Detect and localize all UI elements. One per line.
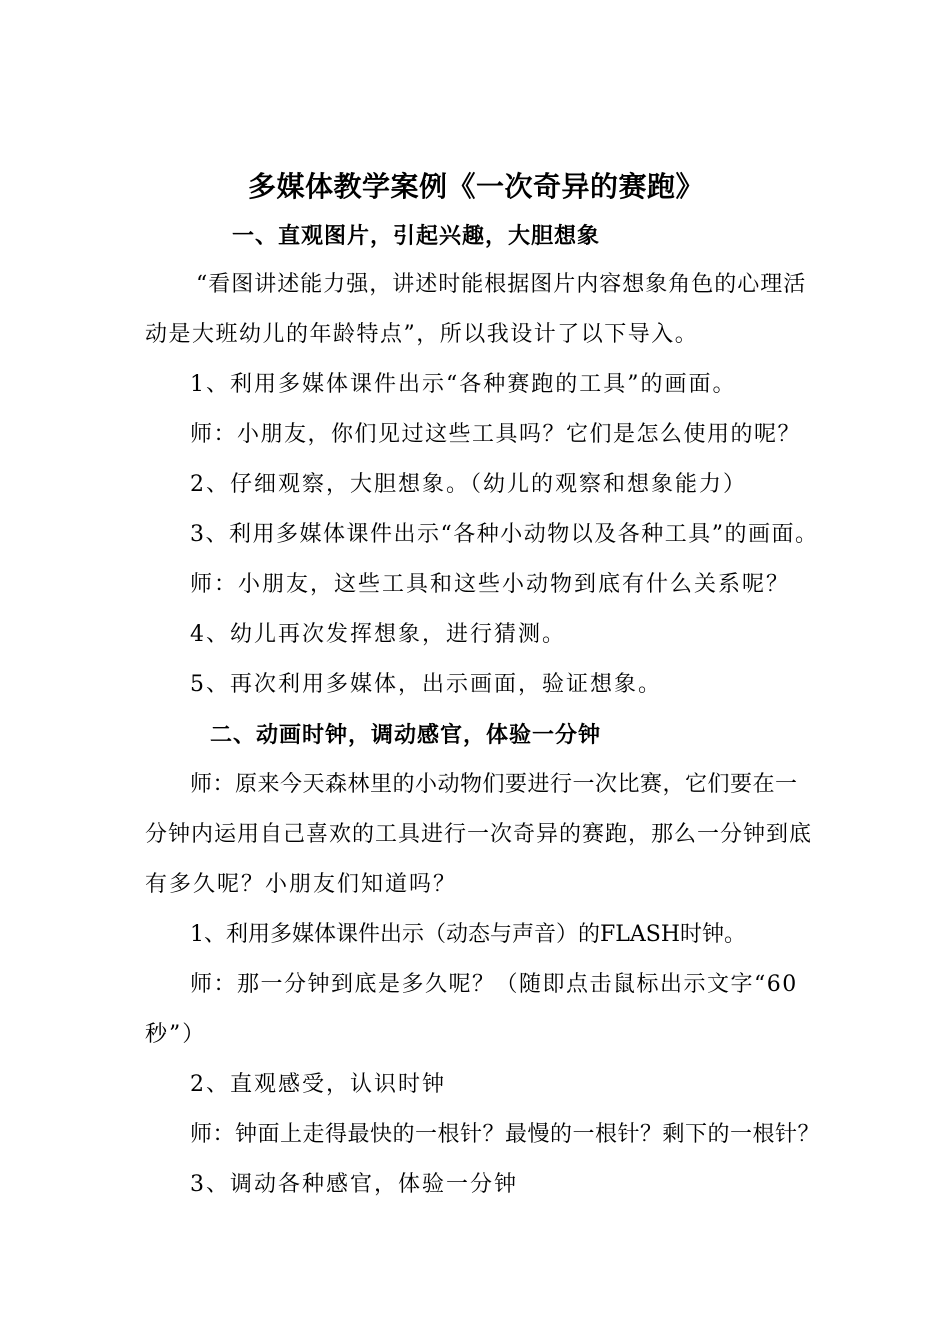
section2-heading: 二、动画时钟，调动感官，体验一分钟: [210, 722, 602, 748]
section1-intro-line1: “看图讲述能力强，讲述时能根据图片内容想象角色的心理活: [196, 272, 807, 297]
section2-para-line3: 有多久呢？小朋友们知道吗？: [145, 872, 458, 897]
section1-item3: 3、利用多媒体课件出示“各种小动物以及各种工具”的画面。: [190, 522, 819, 547]
section1-teacher2: 师：小朋友，这些工具和这些小动物到底有什么关系呢？: [190, 572, 791, 597]
section2-para-line2: 分钟内运用自己喜欢的工具进行一次奇异的赛跑，那么一分钟到底: [145, 822, 813, 847]
section2-teacher2: 师：钟面上走得最快的一根针？最慢的一根针？剩下的一根针？: [190, 1122, 821, 1147]
section2-item2: 2、直观感受，认识时钟: [190, 1072, 446, 1097]
section2-item3: 3、调动各种感官，体验一分钟: [190, 1172, 518, 1197]
section1-item5: 5、再次利用多媒体，出示画面，验证想象。: [190, 672, 662, 697]
document-title: 多媒体教学案例《一次奇异的赛跑》: [248, 170, 705, 203]
section1-intro-line2: 动是大班幼儿的年龄特点”，所以我设计了以下导入。: [145, 322, 699, 347]
section1-item4: 4、幼儿再次发挥想象，进行猜测。: [190, 622, 566, 647]
section1-teacher1: 师：小朋友，你们见过这些工具吗？它们是怎么使用的呢？: [190, 422, 802, 447]
section2-teacher1-line2: 秒”）: [145, 1022, 207, 1047]
section2-item1: 1、利用多媒体课件出示（动态与声音）的FLASH时钟。: [190, 922, 747, 947]
section2-para-line1: 师：原来今天森林里的小动物们要进行一次比赛，它们要在一: [190, 772, 798, 797]
section1-item1: 1、利用多媒体课件出示“各种赛跑的工具”的画面。: [190, 372, 737, 397]
section1-heading: 一、直观图片，引起兴趣，大胆想象: [232, 223, 601, 249]
section2-teacher1-line1: 师：那一分钟到底是多久呢？（随即点击鼠标出示文字“60: [190, 972, 798, 997]
section1-item2: 2、仔细观察，大胆想象。（幼儿的观察和想象能力）: [190, 472, 747, 497]
